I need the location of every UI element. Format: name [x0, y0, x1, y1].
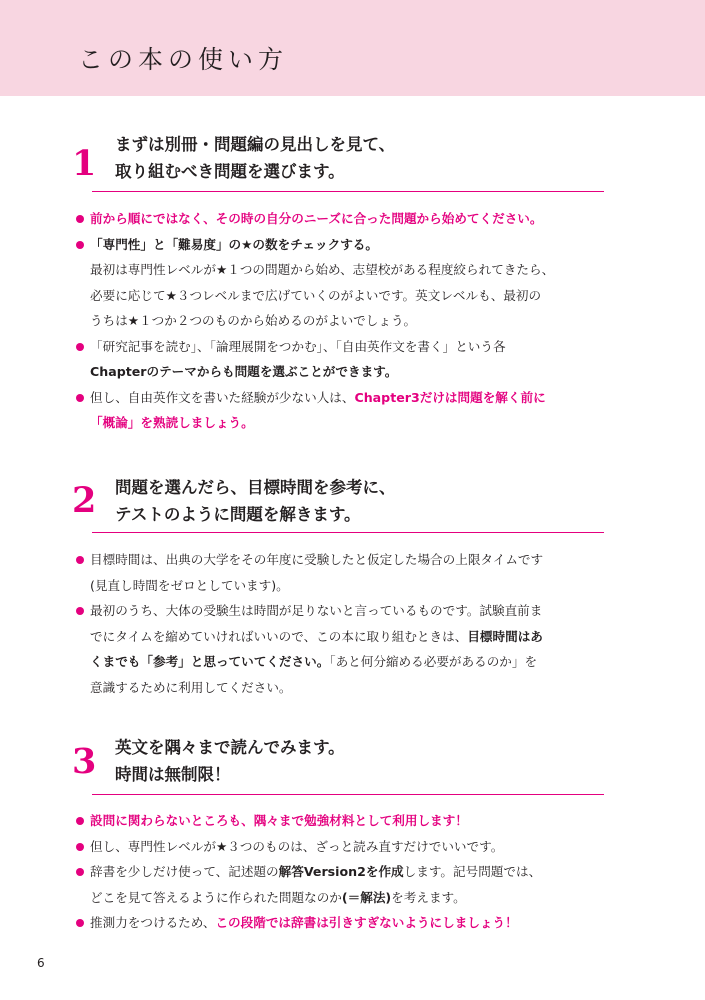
text-run: 意識するために利用してください。: [90, 679, 292, 695]
text-run: (見直し時間をゼロとしています)。: [90, 577, 289, 593]
bullet-item: [74, 910, 614, 936]
bullet-line: [90, 573, 614, 599]
section-divider: [92, 794, 604, 795]
text-run: 解答Version2を作成: [278, 864, 404, 879]
bullet-item: [74, 834, 614, 860]
section-divider: [92, 191, 604, 192]
page-number: 6: [37, 956, 45, 970]
section-divider: [92, 532, 604, 533]
section-number: 2: [72, 480, 97, 521]
text-run: します。記号問題では、: [403, 864, 542, 879]
text-run: 最初は専門性レベルが★１つの問題から始め、志望校がある程度絞られてきたら、: [90, 262, 555, 277]
bullet-list: [74, 206, 614, 436]
bullet-line: [90, 859, 614, 885]
section-heading-line: 取り組むべき問題を選びます。: [115, 162, 345, 181]
bullet-item: [74, 232, 614, 334]
text-run: を考えます。: [391, 889, 466, 905]
section-number: 3: [72, 741, 97, 782]
bullet-item: [74, 547, 614, 598]
page-title: この本の使い方: [78, 45, 289, 74]
text-run: 目標時間は、出典の大学をその年度に受験したと仮定した場合の上限タイムです: [90, 552, 544, 567]
bullet-item: [74, 334, 614, 385]
text-run: 設問に関わらないところも、隅々まで勉強材料として利用します！: [90, 813, 468, 828]
section-heading-line: テストのように問題を解きます。: [115, 505, 361, 524]
text-run: この段階では辞書は引きすぎないようにしましょう！: [215, 915, 518, 930]
bullet-item: [74, 206, 614, 232]
page-header: [0, 0, 705, 96]
bullet-line: [90, 334, 614, 360]
bullet-item: [74, 385, 614, 436]
text-run: 「研究記事を読む」、「論理展開をつかむ」、「自由英作文を書く」という各: [90, 338, 506, 354]
text-run: くまでも「参考」と思っていてください。: [90, 654, 330, 669]
text-run: 但し、自由英作文を書いた経験が少ない人は、: [90, 389, 355, 405]
bullet-list: [74, 547, 614, 700]
bullet-line: [90, 624, 614, 650]
bullet-line: [90, 675, 614, 701]
bullet-line: [90, 808, 614, 834]
text-run: 推測力をつけるため、: [90, 915, 216, 930]
text-run: 「あと何分縮める必要があるのか」を: [329, 654, 538, 669]
bullet-line: [90, 649, 614, 675]
bullet-line: [90, 283, 614, 309]
text-run: 「概論」を熟読しましょう。: [90, 415, 254, 430]
text-run: 辞書を少しだけ使って、記述題の: [90, 864, 279, 879]
text-run: でにタイムを縮めていければいいので、この本に取り組むときは、: [90, 628, 468, 644]
text-run: 目標時間はあ: [467, 628, 543, 644]
section-heading-line: 時間は無制限！: [115, 765, 231, 784]
text-run: 「専門性」と「難易度」の★の数をチェックする。: [90, 236, 378, 252]
bullet-line: [90, 885, 614, 911]
text-run: 但し、専門性レベルが★３つのものは、ざっと読み直すだけでいいです。: [90, 838, 504, 854]
section-heading-line: 問題を選んだら、目標時間を参考に、: [115, 478, 396, 497]
text-run: うちは★１つか２つのものから始めるのがよいでしょう。: [90, 313, 417, 328]
bullet-item: [74, 598, 614, 700]
text-run: Chapter3だけは問題を解く前に: [354, 389, 546, 405]
bullet-line: [90, 232, 614, 258]
bullet-line: [90, 410, 614, 436]
bullet-line: [90, 308, 614, 334]
text-run: 前から順にではなく、その時の自分のニーズに合った問題から始めてください。: [90, 211, 543, 226]
text-run: どこを見て答えるように作られた問題なのか: [90, 889, 342, 905]
section-number: 1: [72, 143, 97, 184]
bullet-line: [90, 910, 614, 936]
bullet-line: [90, 206, 614, 232]
bullet-list: [74, 808, 614, 936]
bullet-line: [90, 385, 614, 411]
bullet-line: [90, 359, 614, 385]
bullet-line: [90, 598, 614, 624]
bullet-line: [90, 257, 614, 283]
section-heading-line: 英文を隅々まで読んでみます。: [115, 738, 345, 757]
bullet-line: [90, 834, 614, 860]
text-run: Chapterのテーマからも問題を選ぶことができます。: [90, 364, 398, 379]
bullet-item: [74, 859, 614, 910]
bullet-line: [90, 547, 614, 573]
text-run: (＝解法): [341, 889, 392, 905]
bullet-item: [74, 808, 614, 834]
section-heading-line: まずは別冊・問題編の見出しを見て、: [115, 135, 396, 154]
text-run: 最初のうち、大体の受験生は時間が足りないと言っているものです。試験直前ま: [90, 603, 543, 618]
text-run: 必要に応じて★３つレベルまで広げていくのがよいです。英文レベルも、最初の: [90, 287, 542, 303]
